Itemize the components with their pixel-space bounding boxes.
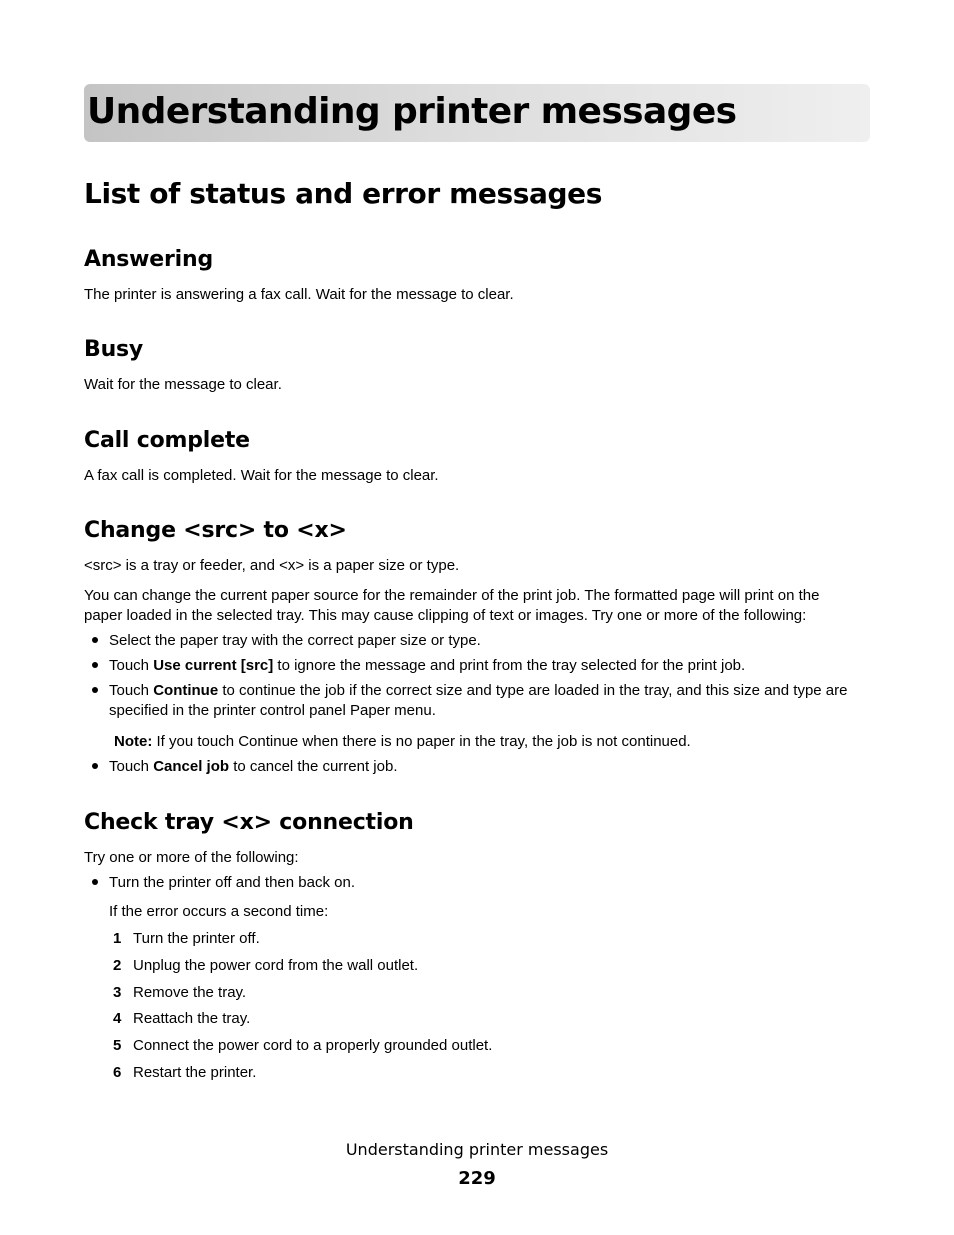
step-number: 1 <box>113 930 122 947</box>
step-number: 5 <box>113 1037 122 1054</box>
heading-call-complete: Call complete <box>84 428 250 453</box>
bullet-marker <box>92 879 98 885</box>
list-item <box>109 757 873 777</box>
step-number: 6 <box>113 1064 122 1081</box>
heading-check-tray: Check tray <x> connection <box>84 810 414 835</box>
ui-term-use-current: Use current [src] <box>153 657 274 674</box>
text-change-src-para-line2: paper loaded in the selected tray. This may cause clipping of text or images. Try one or more of the following: <box>84 607 807 624</box>
step-text: Reattach the tray. <box>133 1010 251 1027</box>
step-text: Remove the tray. <box>133 984 247 1001</box>
ui-term-cancel-job: Cancel job <box>153 758 230 775</box>
text-change-src-para-line1: You can change the current paper source for the remainder of the print job. The formatted page will print on the <box>84 587 820 604</box>
heading-answering: Answering <box>84 247 214 272</box>
step-text: Unplug the power cord from the wall outlet. <box>133 957 419 974</box>
text-change-src-intro: <src> is a tray or feeder, and <x> is a paper size or type. <box>84 557 460 574</box>
list-item <box>109 656 873 676</box>
list-item: Select the paper tray with the correct paper size or type. <box>109 632 481 649</box>
list-item: Turn the printer off and then back on. <box>109 874 355 891</box>
step-number: 4 <box>113 1010 122 1027</box>
list-item-prefix: Touch <box>109 758 154 775</box>
bullet-marker <box>92 687 98 693</box>
list-item-prefix: Touch <box>109 657 154 674</box>
list-item-suffix: to ignore the message and print from the tray selected for the print job. <box>273 657 746 674</box>
step-text: Connect the power cord to a properly grounded outlet. <box>133 1037 493 1054</box>
text-call-complete: A fax call is completed. Wait for the message to clear. <box>84 467 439 484</box>
footer-title: Understanding printer messages <box>345 1140 609 1159</box>
bullet-marker <box>92 637 98 643</box>
text-check-tray-intro: Try one or more of the following: <box>84 849 299 866</box>
chapter-title: Understanding printer messages <box>87 91 737 132</box>
page-number: 229 <box>458 1168 496 1189</box>
section-title: List of status and error messages <box>84 177 602 210</box>
text-busy: Wait for the message to clear. <box>84 376 282 393</box>
list-item-continuation: specified in the printer control panel Paper menu. <box>109 702 436 719</box>
ui-term-continue: Continue <box>153 682 219 699</box>
list-item <box>109 681 873 701</box>
step-text: Turn the printer off. <box>133 930 260 947</box>
note-text: If you touch Continue when there is no paper in the tray, the job is not continued. <box>152 733 691 750</box>
note <box>114 732 878 752</box>
bullet-marker <box>92 662 98 668</box>
list-item-suffix: to cancel the current job. <box>229 758 398 775</box>
text-second-time: If the error occurs a second time: <box>109 903 329 920</box>
bullet-marker <box>92 763 98 769</box>
heading-change-src: Change <src> to <x> <box>84 518 347 543</box>
list-item-suffix: to continue the job if the correct size and type are loaded in the tray, and this size and type are <box>218 682 848 699</box>
list-item-prefix: Touch <box>109 682 154 699</box>
step-number: 2 <box>113 957 122 974</box>
note-label: Note: <box>114 733 153 750</box>
step-number: 3 <box>113 984 122 1001</box>
step-text: Restart the printer. <box>133 1064 257 1081</box>
text-answering: The printer is answering a fax call. Wait for the message to clear. <box>84 286 514 303</box>
heading-busy: Busy <box>84 337 144 362</box>
